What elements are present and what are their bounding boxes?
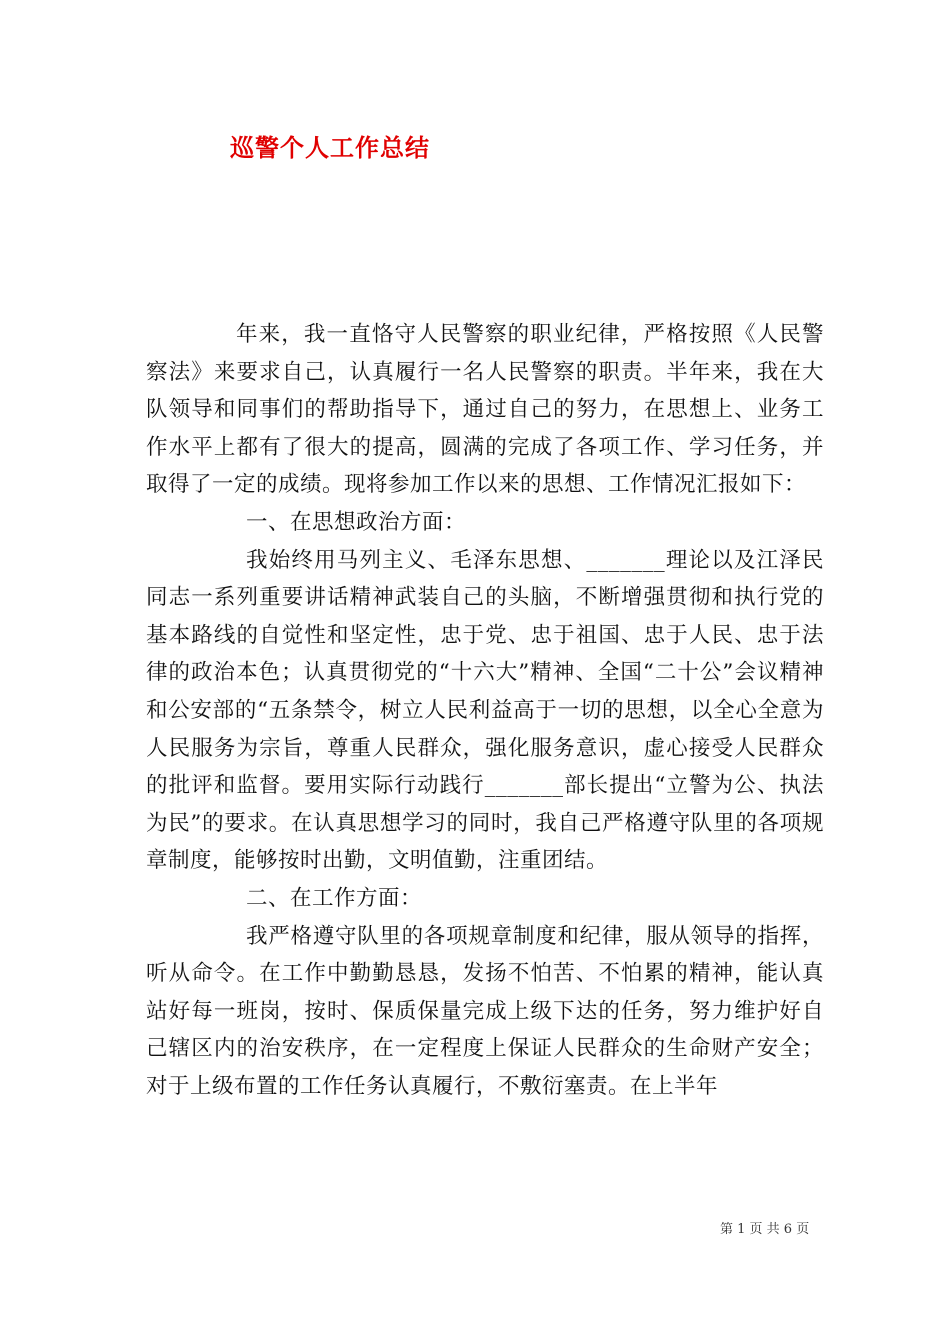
section-heading-work: 二、在工作方面： [246, 885, 423, 911]
intro-paragraph: 年来，我一直恪守人民警察的职业纪律，严格按照《人民警察法》来要求自己，认真履行一名人民警察的职责。半年来，我在大队领导和同事们的帮助指导下，通过自己的努力，在思想上、业务工作水平上都有了很大的提高，圆满的完成了各项工作、学习任务，并取得了一定的成绩。现将参加工作以来的思想、工作情况汇报如下： [146, 322, 824, 498]
work-paragraph: 我严格遵守队里的各项规章制度和纪律，服从领导的指挥，听从命令。在工作中勤勤恳恳，发扬不怕苦、不怕累的精神，能认真站好每一班岗，按时、保质保量完成上级下达的任务，努力维护好自己辖区内的治安秩序，在一定程度上保证人民群众的生命财产安全；对于上级布置的工作任务认真履行，不敷衍塞责。在上半年 [146, 923, 824, 1099]
politics-paragraph: 我始终用马列主义、毛泽东思想、_______理论以及江泽民同志一系列重要讲话精神武装自己的头脑，不断增强贯彻和执行党的基本路线的自觉性和坚定性，忠于党、忠于祖国、忠于人民、忠于法律的政治本色；认真贯彻党的“十六大”精神、全国“二十公”会议精神和公安部的“五条禁令，树立人民利益高于一切的思想，以全心全意为人民服务为宗旨，尊重人民群众，强化服务意识，虚心接受人民群众的批评和监督。要用实际行动践行_______部长提出“立警为公、执法为民”的要求。在认真思想学习的同时，我自己严格遵守队里的各项规章制度，能够按时出勤，文明值勤，注重团结。 [146, 547, 824, 874]
section-heading-politics: 一、在思想政治方面： [246, 509, 467, 535]
document-title: 巡警个人工作总结 [230, 133, 430, 162]
document-body [146, 316, 824, 1105]
page-number: 第 1 页 共 6 页 [720, 1222, 810, 1237]
